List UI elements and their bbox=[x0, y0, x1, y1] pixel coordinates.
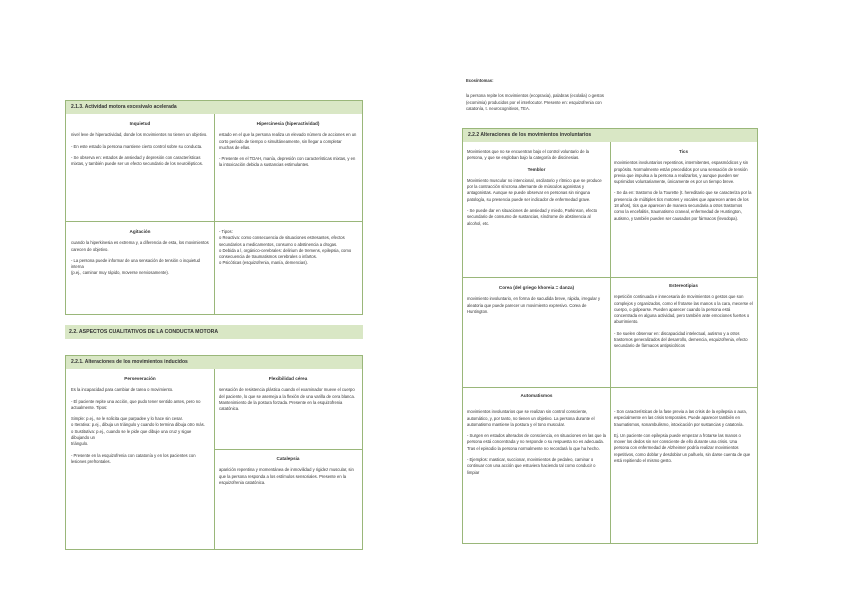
flexibilidad-p1: sensación de resistencia plástica cuando el examinador mueve el cuerpo del paciente, lo que se asemeja a la flexión de una varilla de cera blanca. Mantenimiento de la postura forzada. Presente en la esquizofrenia catatónica. bbox=[219, 387, 355, 412]
corea-p1: movimiento involuntario, en forma de sacudida breve, rápida, irregular y aleatoria que puede parecer un movimiento expresivo. Corea de Huntington. bbox=[467, 296, 601, 314]
inquietud-p2: - En este estado la persona mantiene cierto control sobre su conducta. bbox=[71, 143, 203, 149]
col-automatismos bbox=[467, 393, 606, 481]
col-hipercinesia bbox=[219, 121, 357, 174]
section-header-2-2-1: 2.2.1. Alteraciones de los movimientos inducidos bbox=[66, 356, 362, 369]
corea-title: Corea (del griego khoreia = danza) bbox=[498, 285, 575, 290]
catalepsia-title: Catalepsia bbox=[276, 456, 300, 461]
automatismos-p1: movimientos involuntarios que se realizan sin control consciente, automático, y, por tanto, no tienen un objetivo. La persona durante el automatismo mantiene la postura y el tono muscular. bbox=[467, 409, 595, 427]
col-flexibilidad bbox=[219, 376, 357, 417]
perseveracion-p2: - El paciente repite una acción, que pudo tener sentido antes, pero no actualmente. Tipos: bbox=[71, 398, 201, 410]
automatismos2-p1: - Son características de la fase previa a las crisis de la epilepsia o aura, especialmente en las crisis temporales. Puede aparecer también en traumatismos, sonambulismo, intoxicación por sustancias y catatonía. bbox=[614, 409, 747, 427]
inquietud-p1: nivel leve de hiperactividad, donde los movimientos no tienen un objetivo. bbox=[71, 132, 208, 138]
ecosintomas-p1: la persona repite los movimientos (ecopraxia), palabras (ecolalia) o gestos (ecomimia) producidos por el interlocutor. Presente en: esquizofrenia con catatonía, t. neurocognitivos, TEA. bbox=[466, 93, 605, 111]
col-temblor bbox=[467, 149, 606, 232]
temblor-p1: Movimiento muscular no intencional, oscilatorio y rítmico que se produce por la contracción síncrona alternante de músculos agonistas y antagonistas. Aunque se puede observar en personas sin ninguna patología, su presencia puede ser indicador de enfermedad grave. bbox=[467, 177, 602, 202]
automatismos-title: Automatismos bbox=[520, 393, 553, 398]
section-header-2-1-3: 2.1.3. Actividad motora excesiva/o acelerada bbox=[66, 101, 362, 114]
temblor-p2: - Se puede dar en situaciones de ansiedad y miedo, Parkinson, efecto secundario de consumo de sustancias, síndrome de abstinencia al alcohol, etc. bbox=[467, 208, 598, 226]
agitacion-p2: - La persona puede informar de una sensación de tensión o inquietud interna (p.ej., caminar muy rápido, moverse nerviosamente). bbox=[71, 257, 200, 276]
col-estereotipias bbox=[614, 283, 753, 355]
inquietud-p3: - Se observa en: estados de ansiedad y depresión con características mixtas, y también puede ser un efecto secundario de los neurolépticos. bbox=[71, 154, 203, 167]
ecosintomas-title: Ecosíntomas: bbox=[466, 78, 494, 83]
perseveracion-title: Perseveración bbox=[124, 376, 156, 381]
col-automatismos-2 bbox=[614, 409, 753, 469]
section-title-2-2: 2.2. ASPECTOS CUALITATIVOS DE LA CONDUCTA MOTORA bbox=[65, 325, 363, 339]
tics-p2: - Se da en: trastorno de la Tourette (t. hereditario que se caracteriza por la presencia de múltiples tics motores y vocales que aparecen antes de los 18 años), tics que aparecen de manera secundaria a otros trastornos como la encefalitis, traumatismo craneal, enfermedad de Huntington, autismo, y también pueden ser causados por fármacos (levodopa). bbox=[614, 190, 752, 221]
perseveracion-p4: - Presente en la esquizofrenia con catatonía y en los pacientes con lesiones prefrontales. bbox=[71, 452, 196, 464]
col-corea bbox=[467, 285, 606, 320]
temblor-title: Temblor bbox=[527, 166, 546, 172]
agitacion-p1: cuando la hiperkinesia es extrema y, a diferencia de esta, los movimientos carecen de objetivo. bbox=[71, 240, 209, 252]
box-induced-movements bbox=[65, 355, 363, 550]
catalepsia-p1: aparición repentina y momentánea de inmovilidad y rigidez muscular, sin que la persona responda a los estímulos sensoriales. Presente en la esquizofrenia catatónica. bbox=[219, 467, 354, 485]
hipercinesia-title: Hipercinesia (hiperactividad) bbox=[256, 121, 320, 126]
inquietud-title: Inquietud bbox=[129, 121, 151, 126]
estereotipias-p1: repetición continuada e innecesaria de movimientos o gestos que son complejos y organizados, como el frotarse las manos o la cara, mecerse el cuerpo, o golpearse. Pueden aparecer cuando la persona está concentrada en alguna actividad, pero también ante emociones fuertes o aburrimiento. bbox=[614, 294, 753, 325]
flexibilidad-title: Flexibilidad cérea bbox=[268, 376, 308, 381]
left-page bbox=[55, 60, 373, 550]
box-motor-activity bbox=[65, 100, 363, 315]
col-agitacion bbox=[71, 229, 209, 282]
section-header-2-2-2: 2.2.2 Alteraciones de los movimientos involuntarios bbox=[463, 129, 757, 142]
box-involuntary-movements bbox=[462, 128, 758, 544]
col-perseveracion bbox=[71, 376, 209, 470]
involuntary-intro: Movimientos que no se encuentran bajo el control voluntario de la persona, y que se engloban bajo la categoría de discinesias. bbox=[467, 149, 589, 161]
estereotipias-title: Estereotipias bbox=[669, 283, 698, 288]
agitacion-title: Agitación bbox=[129, 229, 151, 234]
automatismos2-p2: Ej. Un paciente con epilepsia puede empezar a frotarse las manos o mover los dedos sin ser consciente de ello durante una crisis. Una persona con enfermedad de Alzheimer podría realizar movimientos repetitivos, como doblar y desdoblar un pañuelo, sin darse cuenta de que está repitiendo el mismo gesto. bbox=[614, 432, 751, 464]
hipercinesia-p1: estado en el que la persona realiza un elevado número de acciones en un corto periodo de tiempo o simultáneamente, sin llegar a completar muchas de ellas. bbox=[219, 132, 357, 150]
tics-title: Tics bbox=[678, 149, 689, 154]
hipercinesia-p2: - Presente en el TDAH, manía, depresión con características mixtas, y en la intoxicación debida a sustancias estimulantes. bbox=[219, 156, 356, 168]
automatismos-p3: - Ejemplos: masticar, succionar, movimientos de pedaleo, caminar o continuar con una acción que estuviera haciendo tal como conducir o limpiar bbox=[467, 457, 596, 475]
perseveracion-p1: Es la incapacidad para cambiar de tarea o movimiento. bbox=[71, 387, 174, 393]
col-agitacion-tipos bbox=[219, 229, 357, 272]
col-tics bbox=[614, 149, 753, 227]
estereotipias-p2: - Se suelen observar en: discapacidad intelectual, autismo y a otros trastornos generalizados del desarrollo, demencia, esquizofrenia, efecto secundario de fármacos antipsicóticos bbox=[614, 330, 748, 349]
agitacion-tipos: - Tipos: o Reactiva: como consecuencia de situaciones estresantes, efectos secundarios a medicamentos, consumo o abstinencia a drogas. o Debida a l, orgánico-cerebrales: delirium de tremens, epilepsia, como consecuencia de traumatismos cerebrales o infartos. o Psicóticas (esquizofrenia, manía, demencias). bbox=[219, 229, 352, 266]
right-page bbox=[460, 72, 760, 544]
col-inquietud bbox=[71, 121, 209, 172]
tics-p1: movimientos involuntarios repentinos, intermitentes, espasmódicos y sin propósito. Normalmente están precedidos por una sensación de tensión previa que impulsa a la persona a realizarlos, y aunque pueden ser suprimidos voluntariamente, únicamente es por un tiempo breve. bbox=[614, 160, 749, 185]
automatismos-p2: - Surgen en estados alterados de consciencia, en situaciones en las que la persona está concentrada y no responde o su respuesta no es adecuada. Tras el episodio la persona normalmente no recordará lo que ha hecho. bbox=[467, 433, 606, 451]
perseveracion-p3: Simple: p.ej., se le solicita que parpadee y lo hace sin cesar. o Iterativa: p.ej., dibuja un triángulo y cuando lo termina dibuja otro más. o Sustitutiva: p.ej., cuando se le pide que dibuje una cruz y sigue dibujando un triángulo. bbox=[71, 416, 205, 447]
col-ecosintomas bbox=[466, 78, 608, 117]
col-catalepsia bbox=[219, 456, 357, 491]
